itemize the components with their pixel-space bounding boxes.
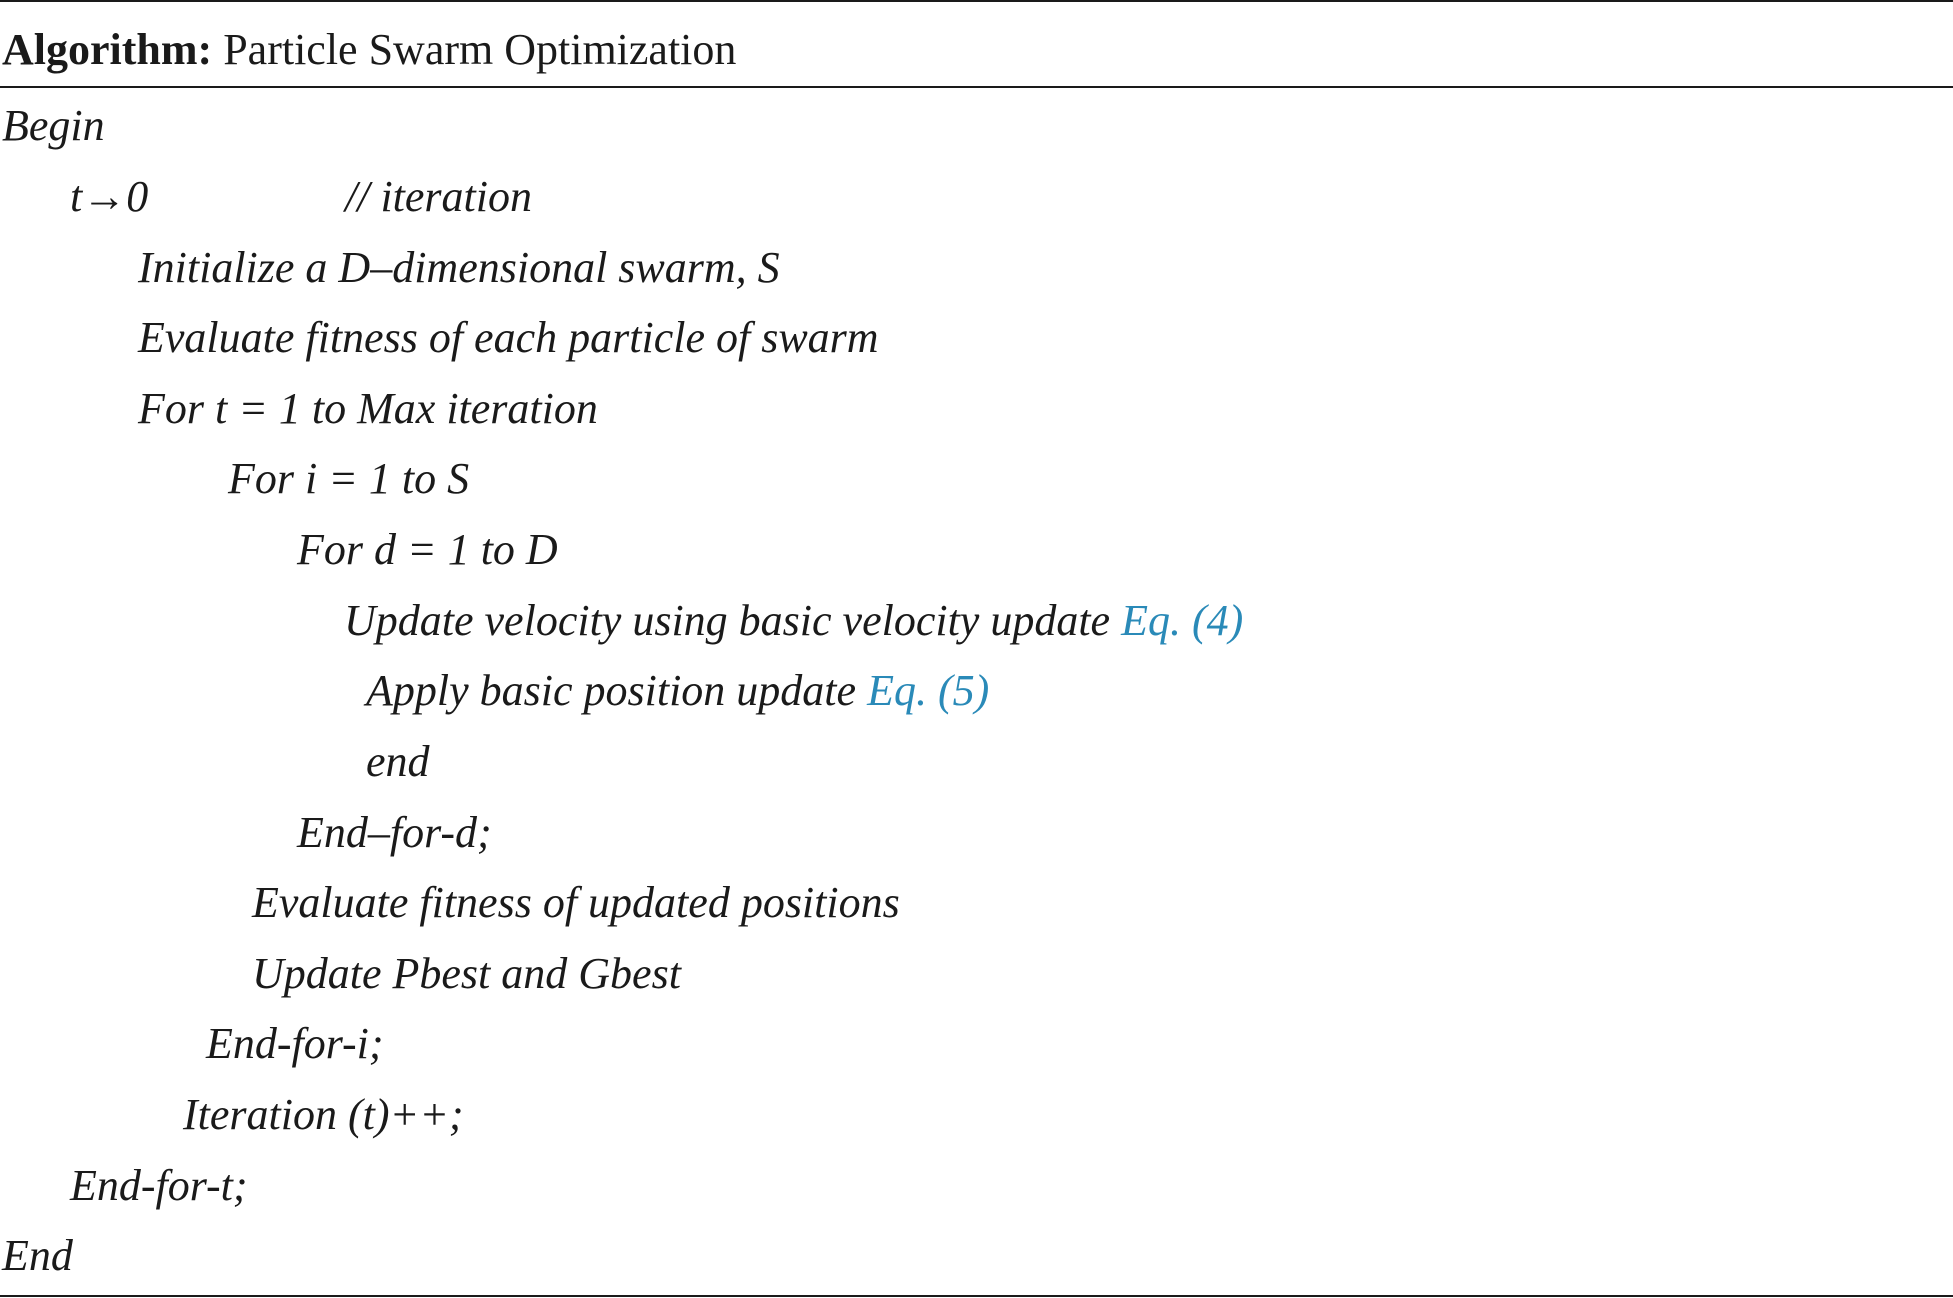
- eq5-reference-link[interactable]: Eq. (5): [867, 666, 990, 715]
- top-rule: [0, 0, 1953, 2]
- line-update-velocity: [344, 593, 1243, 649]
- line-t-init: t→0: [70, 172, 149, 221]
- line-initialize: Initialize a D–dimensional swarm, S: [138, 243, 780, 292]
- line-update-best: Update Pbest and Gbest: [252, 949, 681, 998]
- algorithm-title: Particle Swarm Optimization: [223, 25, 737, 74]
- algorithm-label: Algorithm:: [2, 25, 213, 74]
- apply-position-text: Apply basic position update: [366, 666, 868, 715]
- line-for-t: For t = 1 to Max iteration: [138, 384, 598, 433]
- line-evaluate-updated: Evaluate fitness of updated positions: [252, 878, 900, 927]
- line-for-d: For d = 1 to D: [297, 525, 558, 574]
- line-end-for-i: End-for-i;: [206, 1019, 384, 1068]
- line-end-for-d: End–for-d;: [297, 808, 492, 857]
- header-rule: [0, 86, 1953, 88]
- eq4-reference-link[interactable]: Eq. (4): [1121, 596, 1244, 645]
- line-apply-position: [366, 663, 989, 719]
- update-velocity-text: Update velocity using basic velocity update: [344, 596, 1122, 645]
- line-evaluate: Evaluate fitness of each particle of swarm: [138, 313, 879, 362]
- line-begin: Begin: [2, 101, 105, 150]
- bottom-rule: [0, 1295, 1953, 1297]
- line-end: End: [2, 1231, 73, 1280]
- line-end-inner: end: [366, 737, 430, 786]
- line-end-for-t: End-for-t;: [70, 1161, 248, 1210]
- line-t-init-comment: // iteration: [345, 172, 532, 221]
- line-for-i: For i = 1 to S: [228, 454, 470, 503]
- line-iteration-increment: Iteration (t)++;: [183, 1090, 464, 1139]
- algorithm-header: [2, 22, 736, 78]
